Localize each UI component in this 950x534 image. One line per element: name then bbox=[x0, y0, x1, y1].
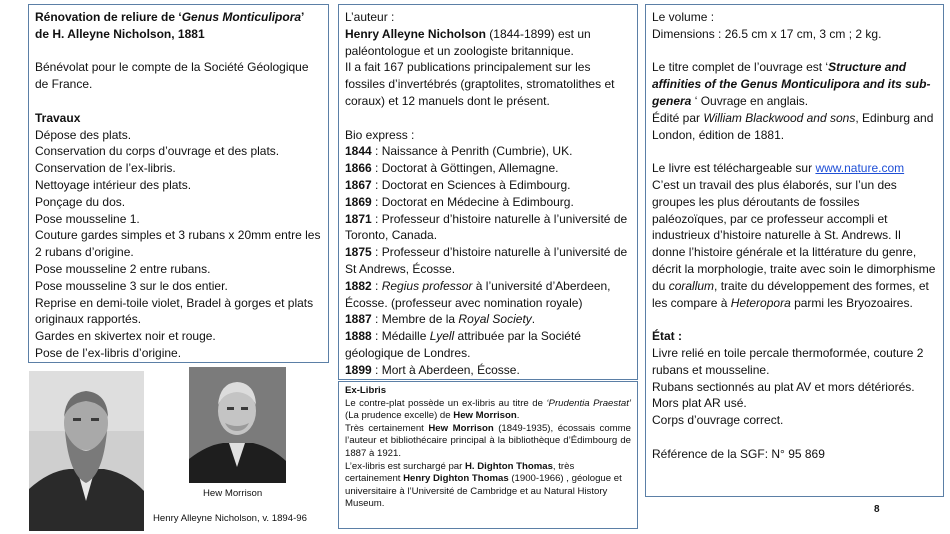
nicholson-portrait-image bbox=[29, 371, 144, 531]
works-item: Gardes en skivertex noir et rouge. bbox=[35, 329, 216, 344]
works-item: Couture gardes simples et 3 rubans x 20mm entre les 2 rubans d’origine. bbox=[35, 228, 321, 260]
name-bold: Henry Dighton Thomas bbox=[403, 473, 509, 485]
volume-edition bbox=[652, 110, 937, 144]
publisher-italic: William Blackwood and sons bbox=[703, 110, 856, 125]
nicholson-portrait bbox=[29, 371, 144, 531]
works-item: Ponçage du dos. bbox=[35, 194, 126, 209]
bio-text: : Professeur d’histoire naturelle à l’université de Toronto, Canada. bbox=[345, 211, 628, 243]
bio-text: : Membre de la bbox=[371, 312, 459, 327]
renovation-subtitle: de H. Alleyne Nicholson, 1881 bbox=[35, 26, 205, 41]
works-item: Pose mousseline 2 entre rubans. bbox=[35, 261, 211, 276]
bio-text: : Doctorat en Médecine à Edimbourg. bbox=[371, 194, 574, 209]
bio-italic: Royal Society bbox=[458, 312, 532, 327]
bio-item bbox=[345, 194, 631, 211]
fulltitle-italic: Structure and affinities of the Genus Monticulipora and its sub-genera bbox=[652, 60, 931, 108]
works-item: Conservation du corps d’ouvrage et des plats. bbox=[35, 144, 280, 159]
bio-year: 1867 bbox=[345, 177, 372, 192]
works-heading: Travaux bbox=[35, 110, 81, 125]
works-item: Pose mousseline 1. bbox=[35, 211, 140, 226]
volume-download bbox=[652, 160, 937, 177]
state-item: Livre relié en toile percale thermoformée, couture 2 rubans et mousseline. bbox=[652, 345, 924, 377]
bio-year: 1882 bbox=[345, 278, 372, 293]
author-desc: (1844-1899) est un paléontologue et un zoologiste britannique. bbox=[345, 26, 591, 58]
title-prefix: Rénovation de reliure de ‘ bbox=[35, 10, 182, 24]
motto-italic: ‘Prudentia Praestat’ bbox=[546, 397, 631, 409]
text: Très certainement bbox=[345, 422, 429, 434]
text: , traite du développement des formes, et les compare à bbox=[652, 278, 929, 310]
bio-year: 1866 bbox=[345, 161, 372, 176]
sgf-reference: Référence de la SGF: N° 95 869 bbox=[652, 446, 825, 461]
author-name: Henry Alleyne Nicholson bbox=[345, 26, 486, 41]
state-item: Corps d’ouvrage correct. bbox=[652, 413, 784, 428]
renovation-panel bbox=[28, 4, 329, 363]
volume-fulltitle bbox=[652, 59, 937, 109]
bio-italic: Regius professor bbox=[381, 278, 473, 293]
works-item: Reprise en demi-toile violet, Bradel à gorges et plats originaux rapportés. bbox=[35, 295, 314, 327]
text: . bbox=[516, 410, 520, 422]
volume-panel bbox=[645, 4, 944, 497]
italic-term: Heteropora bbox=[730, 295, 791, 310]
morrison-portrait bbox=[189, 367, 286, 483]
bio-list bbox=[345, 143, 631, 378]
bio-year: 1869 bbox=[345, 194, 372, 209]
exlibris-paragraph-3 bbox=[345, 461, 631, 511]
exlibris-panel bbox=[338, 381, 638, 529]
title-italic: Genus Monticulipora bbox=[181, 10, 302, 24]
bio-item bbox=[345, 244, 631, 278]
bio-year: 1844 bbox=[345, 144, 372, 159]
bio-year: 1871 bbox=[345, 211, 372, 226]
bio-item bbox=[345, 328, 631, 362]
bio-text: : Doctorat en Sciences à Edimbourg. bbox=[371, 177, 571, 192]
author-description bbox=[345, 26, 631, 60]
bio-italic: Lyell bbox=[429, 329, 455, 344]
morrison-caption: Hew Morrison bbox=[203, 488, 263, 499]
volunteer-text: Bénévolat pour le compte de la Société Géologique de France. bbox=[35, 60, 309, 92]
bio-item bbox=[345, 143, 631, 160]
bio-text: . bbox=[531, 312, 536, 327]
bio-text: : Professeur d’histoire naturelle à l’université de St Andrews, Écosse. bbox=[345, 245, 628, 276]
exlibris-paragraph-2 bbox=[345, 423, 631, 461]
bio-year: 1875 bbox=[345, 245, 372, 260]
text: C’est un travail des plus élaborés, sur l’un des groupes les plus déroutants de fossiles paléozoïques, par ce professeur accompli et industrieux d’histoire naturelle à St. Andrews. Il donne l’histoire générale et la littérature du genre, décrit la morphologie, traite avec soin le dimorphisme du bbox=[652, 177, 936, 293]
bio-item bbox=[345, 311, 631, 328]
bio-year: 1899 bbox=[345, 362, 372, 377]
text: parmi les Bryozoaires. bbox=[790, 295, 913, 310]
bio-text: attribuée par la Société géologique de Londres. bbox=[345, 329, 581, 360]
text: Édité par bbox=[652, 110, 704, 125]
volume-description bbox=[652, 177, 937, 311]
text: Le titre complet de l’ouvrage est ‘ bbox=[652, 60, 829, 75]
author-heading: L’auteur : bbox=[345, 10, 395, 24]
works-item: Pose de l’ex-libris d’origine. bbox=[35, 345, 182, 360]
works-item: Pose mousseline 3 sur le dos entier. bbox=[35, 278, 228, 293]
text: Le livre est téléchargeable sur bbox=[652, 161, 816, 176]
name-bold: H. Dighton Thomas bbox=[464, 460, 553, 472]
author-panel bbox=[338, 4, 638, 380]
works-item: Conservation de l’ex-libris. bbox=[35, 161, 176, 176]
bio-year: 1888 bbox=[345, 329, 372, 344]
bio-item bbox=[345, 278, 631, 312]
bio-text: : Mort à Aberdeen, Écosse. bbox=[371, 362, 520, 377]
text: Le contre-plat possède un ex-libris au titre de bbox=[345, 397, 547, 409]
text: (La prudence excelle) de bbox=[345, 410, 454, 422]
exlibris-paragraph-1 bbox=[345, 398, 631, 423]
works-item: Nettoyage intérieur des plats. bbox=[35, 177, 192, 192]
name-bold: Hew Morrison bbox=[453, 410, 517, 422]
works-list bbox=[35, 127, 322, 362]
page-number: 8 bbox=[874, 504, 880, 515]
bio-text: : bbox=[371, 278, 382, 293]
bio-item bbox=[345, 362, 631, 379]
text: L’ex-libris est surchargé par bbox=[345, 460, 465, 472]
bio-heading: Bio express : bbox=[345, 127, 415, 142]
nature-link[interactable]: www.nature.com bbox=[815, 161, 905, 176]
italic-term: corallum bbox=[668, 278, 715, 293]
bio-item bbox=[345, 160, 631, 177]
text: (1900-1966) , géologue et universitaire à l’Université de Cambridge et au Natural History Museum. bbox=[345, 473, 622, 510]
bio-text: : Naissance à Penrith (Cumbrie), UK. bbox=[371, 144, 573, 159]
state-item: Rubans sectionnés au plat AV et mors détériorés. Mors plat AR usé. bbox=[652, 379, 915, 411]
bio-item bbox=[345, 211, 631, 245]
text: , très certainement bbox=[345, 460, 575, 485]
exlibris-heading: Ex-Libris bbox=[345, 385, 387, 396]
renovation-title bbox=[35, 9, 322, 26]
name-bold: Hew Morrison bbox=[428, 422, 494, 434]
bio-year: 1887 bbox=[345, 312, 372, 327]
text: (1849-1935), écossais comme l’auteur et bibliothécaire principal à la bibliothèque d’Édimbourg de 1887 à 1921. bbox=[345, 422, 632, 459]
bio-item bbox=[345, 177, 631, 194]
state-heading: État : bbox=[652, 329, 682, 344]
volume-heading: Le volume : bbox=[652, 10, 715, 24]
bio-text: à l’université d’Aberdeen, Écosse. (professeur avec nomination royale) bbox=[345, 278, 611, 310]
bio-text: : Médaille bbox=[371, 329, 430, 344]
nicholson-caption: Henry Alleyne Nicholson, v. 1894-96 bbox=[153, 513, 307, 524]
text: ‘ Ouvrage en anglais. bbox=[691, 93, 809, 108]
works-item: Dépose des plats. bbox=[35, 127, 132, 142]
title-suffix: ’ bbox=[301, 10, 305, 24]
author-publications: Il a fait 167 publications principalement sur les fossiles d’invertébrés (graptolites, stromatolithes et coraux) et 12 manuels dont le présent. bbox=[345, 60, 615, 108]
text: , Edinburg and London, édition de 1881. bbox=[652, 110, 934, 142]
bio-text: : Doctorat à Göttingen, Allemagne. bbox=[371, 161, 559, 176]
volume-dimensions: Dimensions : 26.5 cm x 17 cm, 3 cm ; 2 kg. bbox=[652, 26, 882, 41]
morrison-portrait-image bbox=[189, 367, 286, 483]
